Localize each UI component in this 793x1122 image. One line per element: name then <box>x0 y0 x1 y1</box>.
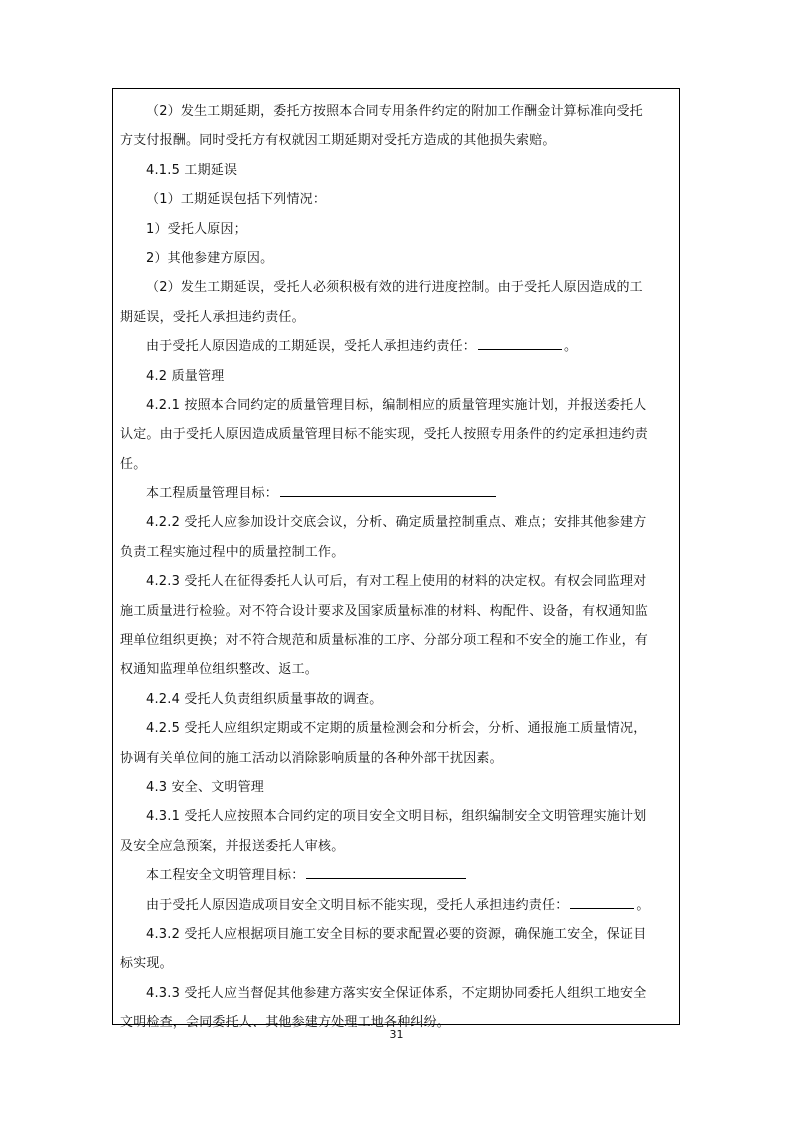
paragraph: 任。 <box>120 456 147 472</box>
fill-in-line <box>120 861 676 890</box>
section-heading: 4.3 安全、文明管理 <box>146 779 265 795</box>
page-number: 31 <box>389 1028 404 1041</box>
fill-in-line <box>120 332 676 361</box>
fill-in-end: 。 <box>636 897 650 913</box>
section-heading: 4.1.5 工期延误 <box>146 162 238 178</box>
fill-in-end: 。 <box>564 339 578 355</box>
paragraph: 4.2.3 受托人在征得委托人认可后，有对工程上使用的材料的决定权。有权会同监理对 <box>146 574 647 590</box>
paragraph: 理单位组织更换；对不符合规范和质量标准的工序、分部分项工程和不安全的施工作业，有 <box>120 633 649 649</box>
paragraph: 期延误，受托人承担违约责任。 <box>120 309 305 325</box>
paragraph: 4.2.1 按照本合同约定的质量管理目标，编制相应的质量管理实施计划，并报送委托人 <box>146 397 647 413</box>
paragraph: （2）发生工期延误，受托人必须积极有效的进行进度控制。由于受托人原因造成的工 <box>146 280 643 296</box>
fill-in-blank[interactable] <box>570 892 634 909</box>
paragraph: 方支付报酬。同时受托方有权就因工期延期对受托方造成的其他损失索赔。 <box>120 133 556 149</box>
fill-in-label: 本工程安全文明管理目标： <box>146 868 305 884</box>
paragraph: 权通知监理单位组织整改、返工。 <box>120 662 319 678</box>
paragraph: 文明检查，会同委托人、其他参建方处理工地各种纠纷。 <box>120 1015 451 1031</box>
paragraph: （1）工期延误包括下列情况： <box>146 192 327 208</box>
list-item: 1）受托人原因； <box>146 221 247 237</box>
fill-in-blank[interactable] <box>306 862 466 879</box>
paragraph: 及安全应急预案，并报送委托人审核。 <box>120 838 345 854</box>
list-item: 2）其他参建方原因。 <box>146 250 274 266</box>
fill-in-blank[interactable] <box>280 480 496 497</box>
paragraph: 4.2.4 受托人负责组织质量事故的调查。 <box>146 691 383 707</box>
paragraph: （2）发生工期延期，委托方按照本合同专用条件约定的附加工作酬金计算标准向受托 <box>146 104 643 119</box>
fill-in-label: 由于受托人原因造成项目安全文明目标不能实现，受托人承担违约责任： <box>146 897 569 913</box>
fill-in-line <box>120 479 676 508</box>
paragraph: 认定。由于受托人原因造成质量管理目标不能实现，受托人按照专用条件的约定承担违约责 <box>120 427 649 443</box>
fill-in-blank[interactable] <box>478 333 562 350</box>
section-heading: 4.2 质量管理 <box>146 368 225 384</box>
document-body <box>120 97 676 1038</box>
fill-in-label: 由于受托人原因造成的工期延误，受托人承担违约责任： <box>146 339 477 355</box>
paragraph: 4.3.2 受托人应根据项目施工安全目标的要求配置必要的资源，确保施工安全，保证目 <box>146 926 647 942</box>
paragraph: 4.2.2 受托人应参加设计交底会议，分析、确定质量控制重点、难点；安排其他参建方 <box>146 515 647 531</box>
paragraph: 施工质量进行检验。对不符合设计要求及国家质量标准的材料、构配件、设备，有权通知监 <box>120 603 649 619</box>
fill-in-line <box>120 891 676 920</box>
paragraph: 负责工程实施过程中的质量控制工作。 <box>120 544 345 560</box>
paragraph: 4.3.3 受托人应当督促其他参建方落实安全保证体系，不定期协同委托人组织工地安全 <box>146 985 647 1001</box>
paragraph: 协调有关单位间的施工活动以消除影响质量的各种外部干扰因素。 <box>120 750 503 766</box>
fill-in-label: 本工程质量管理目标： <box>146 486 279 502</box>
paragraph: 标实现。 <box>120 956 173 972</box>
paragraph: 4.3.1 受托人应按照本合同约定的项目安全文明目标，组织编制安全文明管理实施计划 <box>146 809 647 825</box>
paragraph: 4.2.5 受托人应组织定期或不定期的质量检测会和分析会，分析、通报施工质量情况， <box>146 721 647 737</box>
